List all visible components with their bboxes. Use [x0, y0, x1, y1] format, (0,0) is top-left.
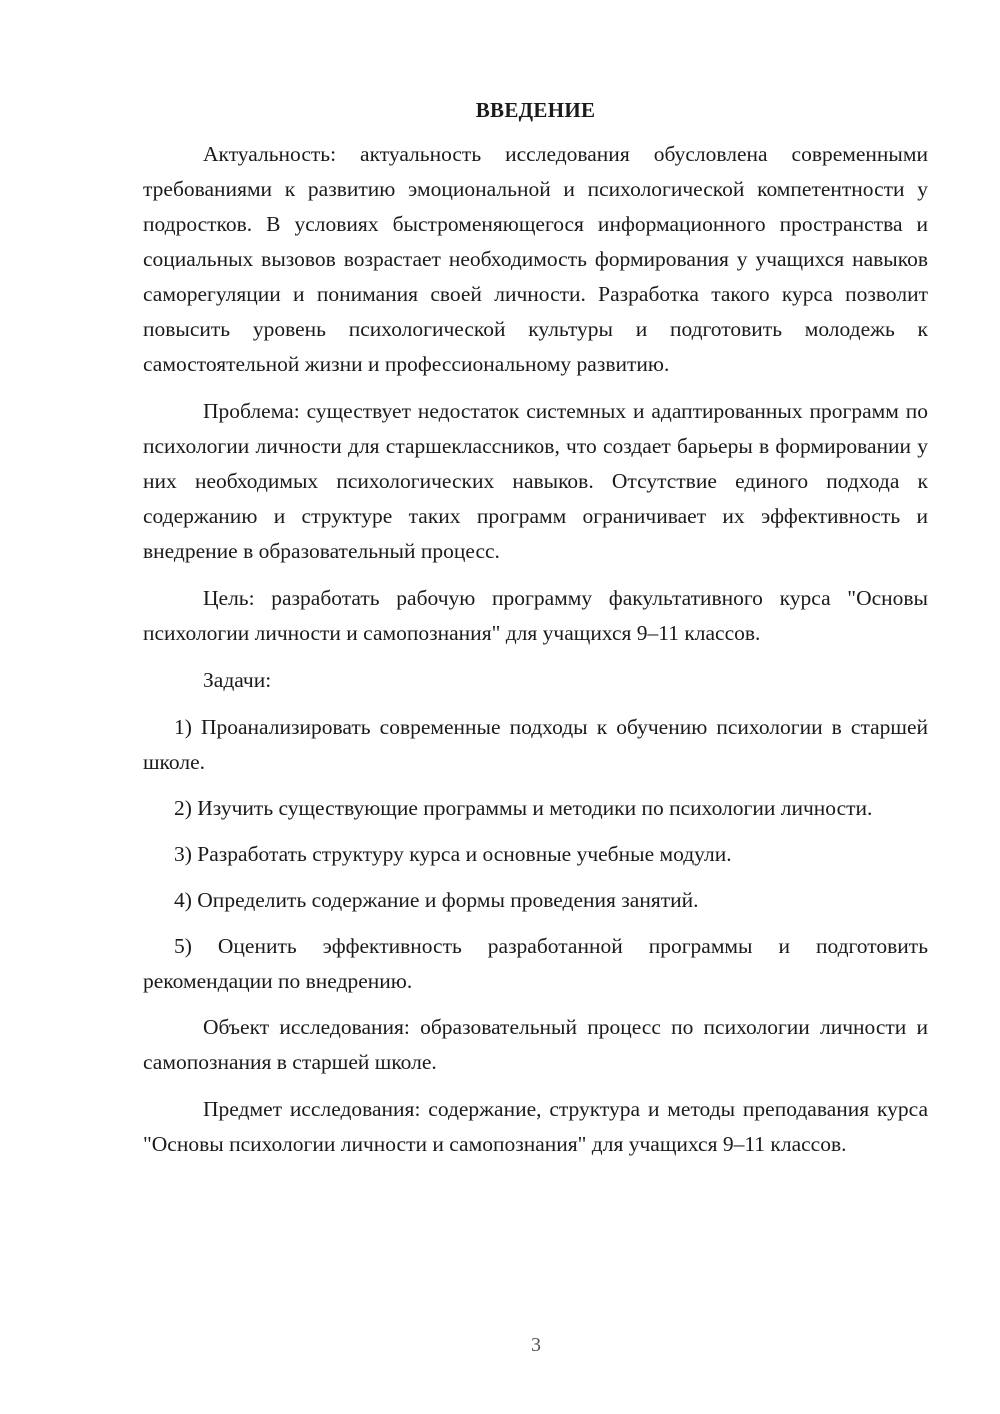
tasks-label: Задачи: — [203, 668, 272, 692]
task-item: 2) Изучить существующие программы и методики по психологии личности. — [174, 796, 873, 820]
object-paragraph: Объект исследования: образовательный процесс по психологии личности и самопознания в старшей школе. — [143, 1015, 928, 1074]
page-content — [143, 95, 928, 1174]
goal-paragraph: Цель: разработать рабочую программу факультативного курса "Основы психологии личности и самопознания" для учащихся 9–11 классов. — [143, 586, 928, 645]
problem-paragraph: Проблема: существует недостаток системных и адаптированных программ по психологии личности для старшеклассников, что создает барьеры в формировании у них необходимых психологических навыков. Отсутствие единого подхода к содержанию и структуре таких программ ограничивает их эффективность и внедрение в образовательный процесс. — [143, 399, 928, 563]
task-item: 1) Проанализировать современные подходы к обучению психологии в старшей школе. — [143, 715, 928, 774]
task-item: 5) Оценить эффективность разработанной программы и подготовить рекомендации по внедрению. — [143, 934, 928, 993]
section-heading: ВВЕДЕНИЕ — [475, 98, 596, 122]
page-number: 3 — [531, 1334, 541, 1356]
task-item: 4) Определить содержание и формы проведения занятий. — [174, 888, 699, 912]
task-item: 3) Разработать структуру курса и основные учебные модули. — [174, 842, 732, 866]
subject-paragraph: Предмет исследования: содержание, структура и методы преподавания курса "Основы психологии личности и самопознания" для учащихся 9–11 классов. — [143, 1097, 928, 1156]
relevance-paragraph: Актуальность: актуальность исследования обусловлена современными требованиями к развитию эмоциональной и психологической компетентности у подростков. В условиях быстроменяющегося информационного пространства и социальных вызовов возрастает необходимость формирования у учащихся навыков саморегуляции и понимания своей личности. Разработка такого курса позволит повысить уровень психологической культуры и подготовить молодежь к самостоятельной жизни и профессиональному развитию. — [143, 142, 928, 376]
